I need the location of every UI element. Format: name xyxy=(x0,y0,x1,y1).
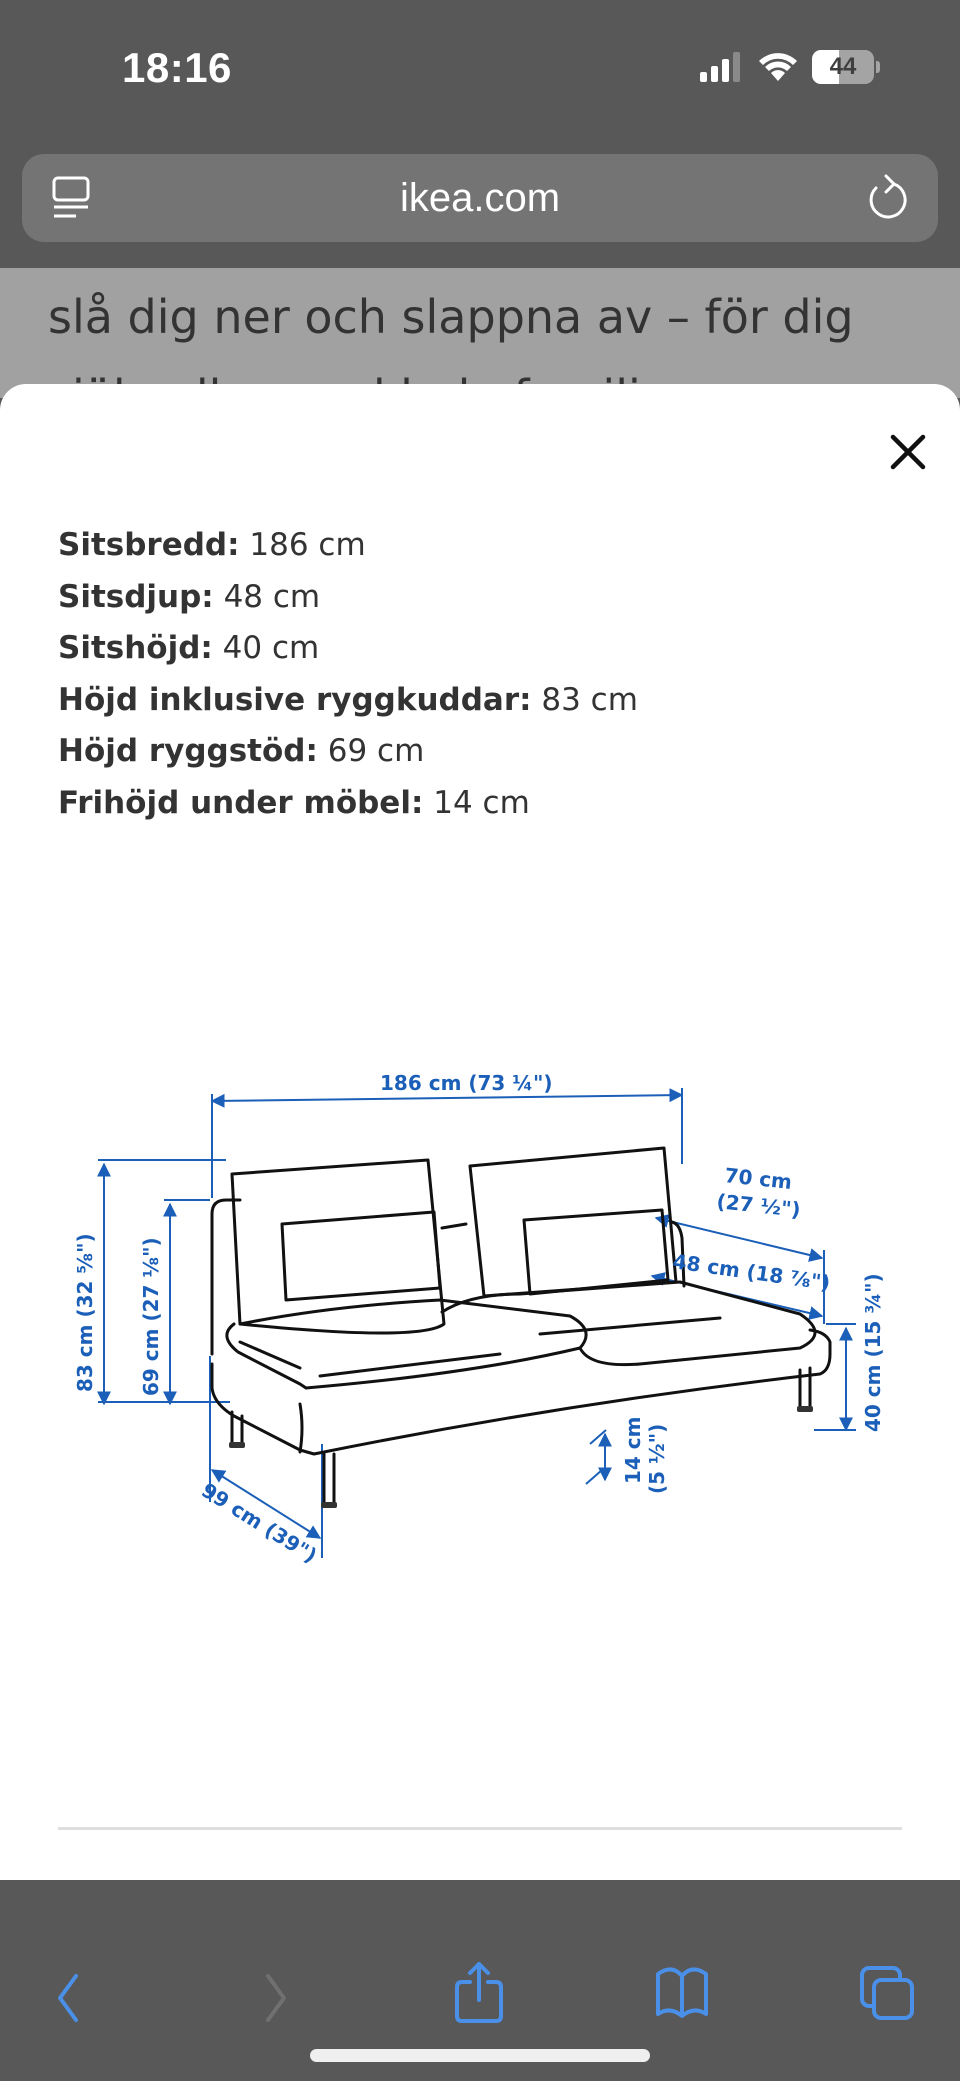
battery-tip xyxy=(876,61,880,73)
back-button[interactable] xyxy=(50,1970,86,2026)
status-icons xyxy=(700,50,880,84)
dimensions-modal xyxy=(0,384,960,1880)
label-depth-total-in: (27 ½") xyxy=(715,1189,802,1222)
spec-row-height-with-cushions xyxy=(58,675,638,727)
book-icon[interactable] xyxy=(652,1966,712,2020)
spec-value: 14 cm xyxy=(433,784,530,821)
reload-icon[interactable] xyxy=(864,174,910,222)
battery-icon xyxy=(812,50,874,84)
label-height-total: 83 cm (32 ⅝") xyxy=(73,1233,97,1392)
label-depth-side: 99 cm (39") xyxy=(197,1477,322,1568)
spec-row-seat-width xyxy=(58,520,638,572)
reader-menu-icon[interactable] xyxy=(52,176,92,220)
bookmarks-button[interactable] xyxy=(652,1966,712,2020)
background-page xyxy=(0,268,960,398)
spec-row-seat-height xyxy=(58,623,638,675)
battery-level: 44 xyxy=(829,53,857,80)
spec-label: Höjd ryggstöd: xyxy=(58,733,318,769)
chevron-right-icon[interactable] xyxy=(258,1970,294,2026)
section-divider xyxy=(58,1827,902,1830)
label-seat-height: 40 cm (15 ¾") xyxy=(861,1273,885,1432)
status-bar xyxy=(0,0,960,140)
label-clearance-in: (5 ½") xyxy=(645,1423,669,1494)
spec-label: Sitsbredd: xyxy=(58,527,240,563)
spec-label: Sitsdjup: xyxy=(58,578,214,615)
spec-label: Sitshöjd: xyxy=(58,630,213,666)
share-button[interactable] xyxy=(452,1960,506,2024)
spec-label: Frihöjd under möbel: xyxy=(58,784,424,821)
label-depth-total-cm: 70 cm xyxy=(723,1163,794,1195)
chevron-left-icon[interactable] xyxy=(50,1970,86,2026)
spec-label: Höjd inklusive ryggkuddar: xyxy=(58,681,532,718)
close-button[interactable] xyxy=(884,428,932,476)
spec-row-seat-depth xyxy=(58,572,638,624)
spec-list xyxy=(58,520,638,829)
label-seat-depth: 48 cm (18 ⅞") xyxy=(671,1249,832,1296)
home-indicator[interactable] xyxy=(310,2049,650,2062)
cellular-signal-icon xyxy=(700,52,744,82)
label-clearance-cm: 14 cm xyxy=(621,1416,645,1484)
close-icon[interactable] xyxy=(890,434,926,470)
spec-value: 83 cm xyxy=(541,681,638,718)
background-text: slå dig ner och slappna av – för dig xyxy=(48,290,854,344)
spec-row-backrest-height xyxy=(58,726,638,778)
spec-value: 40 cm xyxy=(222,630,320,666)
tabs-button[interactable] xyxy=(858,1964,916,2022)
url-text[interactable]: ikea.com xyxy=(399,175,561,220)
sofa-dimension-diagram xyxy=(0,1024,960,1744)
address-bar[interactable] xyxy=(22,154,938,242)
status-time: 18:16 xyxy=(122,44,232,91)
spec-value: 69 cm xyxy=(327,733,425,769)
spec-row-clearance xyxy=(58,778,638,830)
spec-value: 186 cm xyxy=(249,527,366,563)
forward-button[interactable] xyxy=(258,1970,294,2026)
label-height-back: 69 cm (27 ⅛") xyxy=(139,1237,163,1396)
wifi-icon xyxy=(758,52,798,82)
tabs-icon[interactable] xyxy=(858,1964,916,2022)
share-icon[interactable] xyxy=(452,1960,506,2024)
label-width: 186 cm (73 ¼") xyxy=(380,1071,553,1095)
spec-value: 48 cm xyxy=(223,578,321,615)
